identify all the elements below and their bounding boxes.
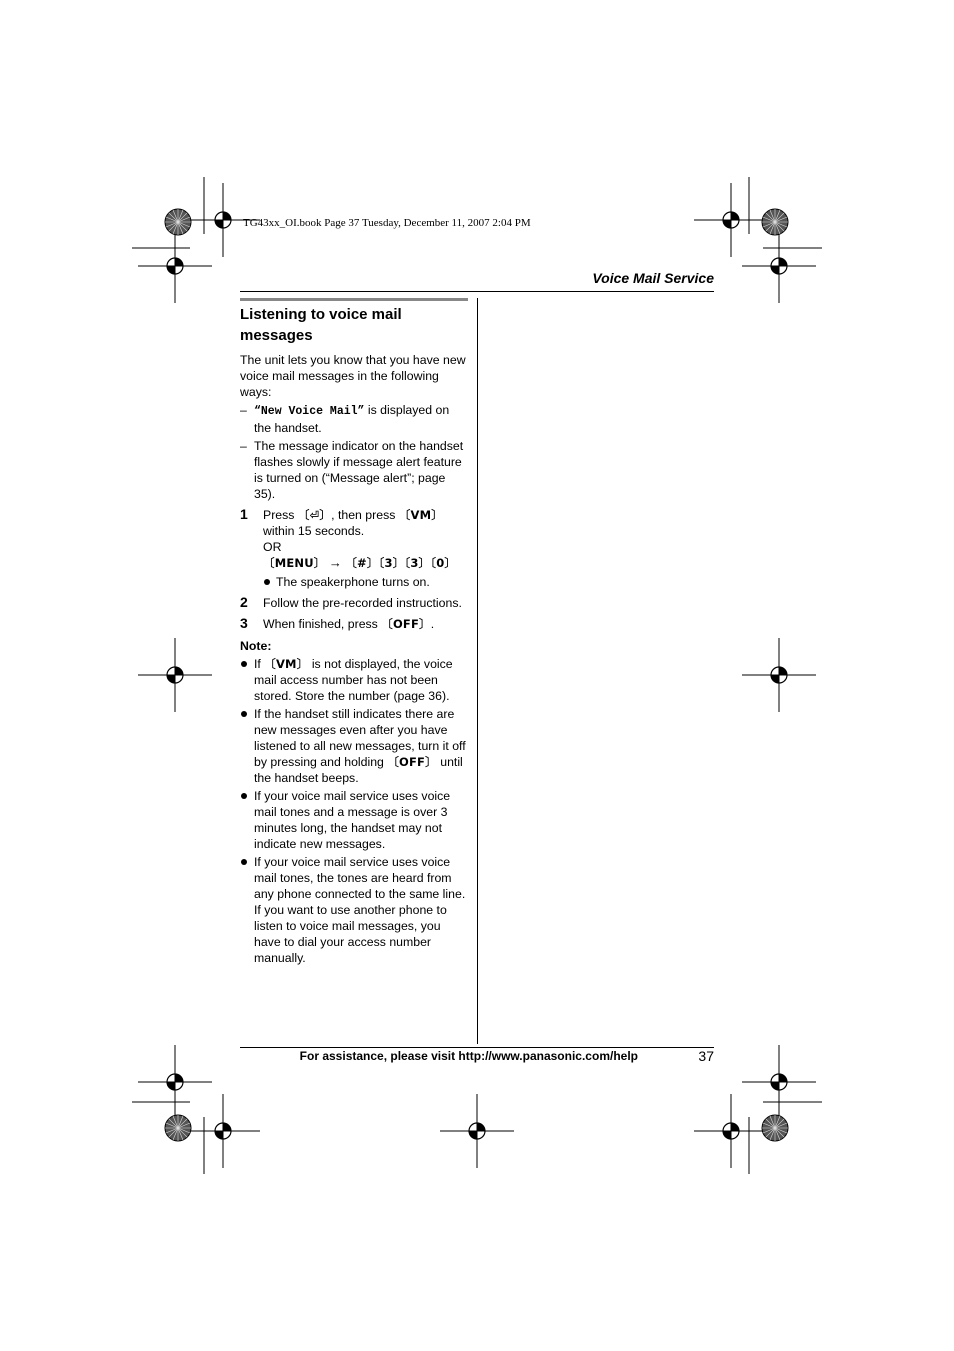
step-3 — [240, 616, 468, 632]
note-text: If your voice mail service uses voice mail tones and a message is over 3 minutes long, the handset may not indicate new messages. — [254, 789, 451, 851]
note-text: If — [254, 657, 265, 671]
note-item — [240, 706, 468, 786]
page-title: Listening to voice mail messages — [240, 306, 402, 344]
dash-marker: – — [240, 403, 247, 417]
intro-paragraph: The unit lets you know that you have new voice mail messages in the following ways: — [240, 353, 466, 399]
bullet-icon — [241, 661, 247, 667]
title-bar — [240, 298, 468, 301]
off-key: 〔OFF〕 — [387, 755, 437, 769]
note-item — [240, 854, 468, 966]
page-number: 37 — [698, 1048, 714, 1064]
bullet-icon — [241, 793, 247, 799]
talk-key: 〔⏎〕 — [297, 508, 332, 522]
header-rule — [240, 291, 714, 292]
or-label: OR — [263, 540, 282, 554]
note-label: Note: — [240, 639, 272, 653]
step-text: . — [430, 617, 435, 631]
print-info-line: TG43xx_OI.book Page 37 Tuesday, December 11, 2007 2:04 PM — [243, 217, 531, 229]
note-text: If your voice mail service uses voice mail tones, the tones are heard from any phone connected to the same line. If you want to use another phone to listen to voice mail messages, you have to dial your access number manually. — [254, 855, 466, 965]
step-text: Press — [263, 508, 298, 522]
arrow-icon: → — [328, 555, 342, 570]
step-text: within 15 seconds. — [263, 524, 365, 538]
list-item — [240, 402, 468, 436]
off-key: 〔OFF〕 — [381, 617, 431, 631]
bullet-icon — [264, 579, 270, 585]
section-header: Voice Mail Service — [592, 270, 714, 286]
list-item-text: The message indicator on the handset flashes slowly if message alert feature is turned on (“Message alert”; page 35). — [254, 439, 464, 501]
dash-marker: – — [240, 439, 247, 453]
menu-key: 〔MENU〕 — [263, 556, 326, 570]
step-number: 2 — [240, 594, 248, 610]
bullet-icon — [241, 711, 247, 717]
note-text: If the handset still indicates there are new messages even after you have listened to all new messages, turn it off by pressing and holding — [254, 707, 466, 769]
vm-key: 〔VM〕 — [398, 508, 443, 522]
note-item — [240, 656, 468, 704]
left-column — [240, 304, 468, 966]
footer-rule — [240, 1047, 714, 1048]
step-text: When finished, press — [263, 617, 382, 631]
column-divider — [477, 298, 478, 1044]
list-item — [240, 438, 468, 502]
display-text: “New Voice Mail” — [254, 405, 365, 418]
note-item — [240, 788, 468, 852]
step-bullet — [263, 574, 468, 590]
step-number: 1 — [240, 506, 248, 522]
step-number: 3 — [240, 615, 248, 631]
key-sequence: 〔#〕〔3〕〔3〕〔0〕 — [345, 556, 457, 570]
list-item-text: is displayed on the handset. — [254, 403, 450, 435]
step-2 — [240, 595, 468, 611]
step-1 — [240, 507, 468, 590]
note-text: until the handset beeps. — [254, 755, 463, 785]
note-text: is not displayed, the voice mail access number has not been stored. Store the number (page 36). — [254, 657, 453, 703]
assistance-text: For assistance, please visit http://www.panasonic.com/help — [299, 1049, 638, 1063]
step-text: , then press — [331, 508, 399, 522]
bullet-icon — [241, 859, 247, 865]
step-text: Follow the pre-recorded instructions. — [263, 596, 462, 610]
vm-key: 〔VM〕 — [264, 657, 309, 671]
bullet-text: The speakerphone turns on. — [276, 575, 430, 589]
